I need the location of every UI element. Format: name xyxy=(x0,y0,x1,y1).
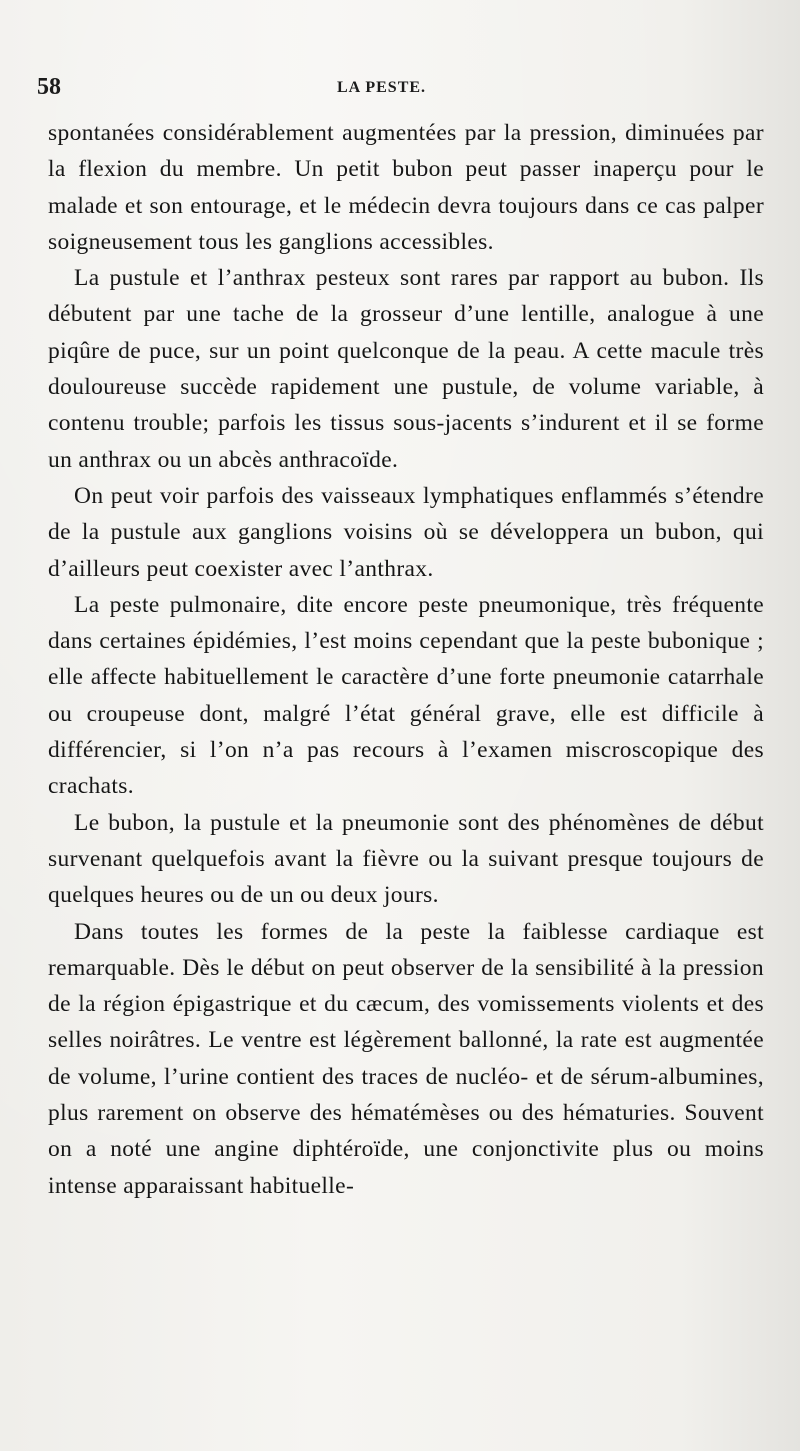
page-header xyxy=(37,74,763,108)
paragraph-pustule-anthrax: La pustule et l’anthrax pesteux sont rares par rapport au bubon. Ils débutent par une tache de la grosseur d’une lentille, analogue à une piqûre de puce, sur un point quelconque de la peau. A cette macule très douloureuse succède rapidement une pustule, de volume variable, à contenu trouble; parfois les tissus sous-jacents s’indurent et il se forme un anthrax ou un abcès anthracoïde. xyxy=(48,265,764,473)
paragraph-continuation: spontanées considérablement augmentées par la pression, diminuées par la flexion du membre. Un petit bubon peut passer inaperçu pour le malade et son entourage, et le médecin devra toujours dans ce cas palper soigneusement tous les ganglions accessibles. xyxy=(48,120,764,255)
paragraph-peste-pulmonaire: La peste pulmonaire, dite encore peste pneumonique, très fréquente dans certaines épidémies, l’est moins cependant que la peste bubonique ; elle affecte habituellement le caractère d’une forte pneumonie catarrhale ou croupeuse dont, malgré l’état général grave, elle est difficile à différencier, si l’on n’a pas recours à l’examen miscroscopique des crachats. xyxy=(48,591,764,800)
body-text xyxy=(48,115,764,1204)
paragraph-phenomenes-debut: Le bubon, la pustule et la pneumonie sont des phénomènes de début survenant quelquefois avant la fièvre ou la suivant presque toujours de quelques heures ou de un ou deux jours. xyxy=(48,809,764,909)
paragraph-faiblesse-cardiaque: Dans toutes les formes de la peste la faiblesse cardiaque est remarquable. Dès le début on peut observer de la sensibilité à la pression de la région épigastrique et du cæcum, des vomissements violents et des selles noirâtres. Le ventre est légèrement ballonné, la rate est augmentée de volume, l’urine contient des traces de nucléo- et de sérum-albumines, plus rarement on observe des hématémèses ou des hématuries. Souvent on a noté une angine diphtéroïde, une conjonctivite plus ou moins intense apparaissant habituelle- xyxy=(48,918,764,1199)
page-number: 58 xyxy=(37,74,61,100)
running-head: LA PESTE. xyxy=(337,79,427,96)
paragraph-lymphatiques: On peut voir parfois des vaisseaux lymphatiques enflammés s’étendre de la pustule aux ganglions voisins où se développera un bubon, qui d’ailleurs peut coexister avec l’anthrax. xyxy=(48,482,764,582)
